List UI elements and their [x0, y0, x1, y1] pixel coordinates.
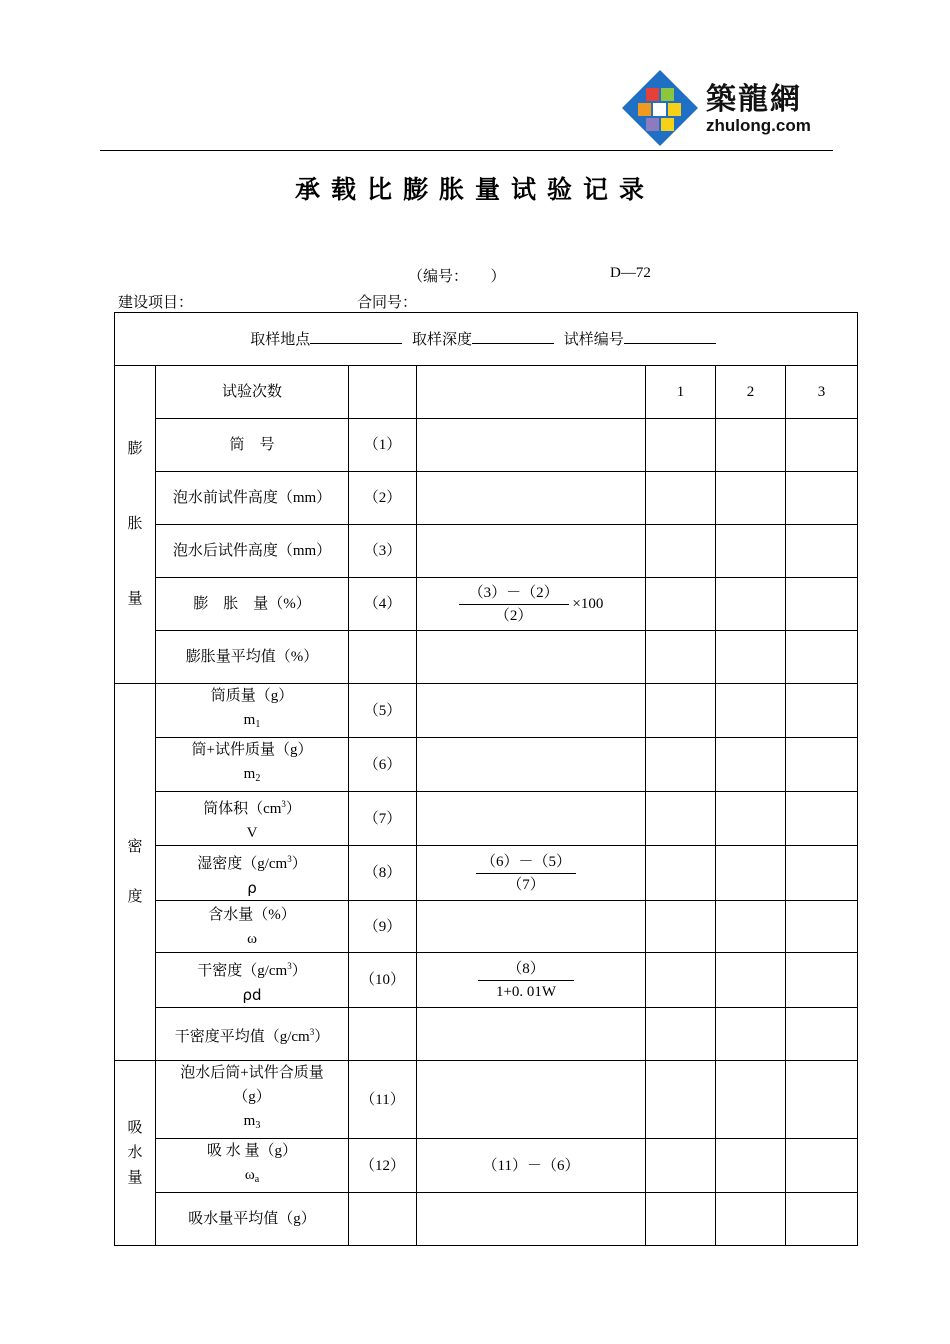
trial-col-1: 1	[646, 366, 716, 419]
row-symbol: V	[246, 825, 258, 841]
sample-number-field[interactable]	[624, 327, 716, 344]
formula-cell	[417, 525, 646, 578]
row-name	[156, 1008, 349, 1061]
row-code	[349, 1193, 417, 1246]
row-symbol	[156, 1163, 348, 1192]
row-symbol	[156, 1109, 348, 1138]
value-cell[interactable]	[716, 419, 786, 472]
value-cell[interactable]	[716, 1008, 786, 1061]
value-cell[interactable]	[786, 578, 858, 631]
table-row	[115, 684, 858, 738]
table-row	[115, 1193, 858, 1246]
table-row	[115, 846, 858, 901]
value-cell[interactable]	[646, 846, 716, 901]
table-row	[115, 578, 858, 631]
number-label: （编号： ）	[408, 269, 506, 285]
formula-cell	[417, 684, 646, 738]
row-code: （4）	[349, 578, 417, 631]
table-row	[115, 472, 858, 525]
header-rule	[100, 150, 833, 151]
sample-depth-label: 取样深度	[412, 331, 473, 348]
value-cell[interactable]	[646, 419, 716, 472]
doc-code: D—72	[610, 265, 651, 281]
formula-cell	[417, 578, 646, 631]
name-part: 筒体积（cm	[203, 801, 282, 817]
symbol-subscript: 2	[255, 773, 261, 784]
name-part: ）	[291, 962, 307, 979]
section-label-density	[115, 684, 156, 1061]
value-cell[interactable]	[786, 792, 858, 846]
row-name-text	[156, 954, 348, 983]
value-cell[interactable]	[786, 901, 858, 953]
section-char: 胀	[127, 516, 143, 532]
fraction-numerator: （3）－（2）	[459, 582, 569, 605]
value-cell[interactable]	[786, 419, 858, 472]
section-char: 水	[127, 1144, 143, 1161]
section-label-absorb	[115, 1061, 156, 1246]
row-name	[156, 792, 349, 846]
multiplier: ×100	[572, 595, 604, 612]
formula-cell	[417, 366, 646, 419]
fraction-denominator: （7）	[507, 876, 545, 893]
trial-row	[115, 366, 858, 419]
table-row	[115, 1061, 858, 1139]
value-cell[interactable]	[646, 631, 716, 684]
value-cell[interactable]	[716, 684, 786, 738]
row-name-text: 筒质量（g）	[210, 688, 294, 704]
value-cell[interactable]	[646, 1193, 716, 1246]
fraction-numerator: （8）	[478, 958, 574, 981]
value-cell[interactable]	[646, 1061, 716, 1139]
logo-text-cn: 築龍網	[706, 82, 802, 117]
contract-label: 合同号：	[357, 295, 418, 311]
row-name: 膨 胀 量（%）	[156, 578, 349, 631]
row-name: 筒 号	[156, 419, 349, 472]
page-title: 承载比膨胀量试验记录	[294, 175, 655, 204]
formula-cell	[417, 953, 646, 1008]
value-cell[interactable]	[786, 738, 858, 792]
test-record-table	[114, 312, 858, 1246]
row-name	[156, 684, 349, 738]
section-char: 膨	[127, 441, 143, 457]
value-cell[interactable]	[716, 525, 786, 578]
name-part: ）	[314, 1028, 330, 1045]
value-cell[interactable]	[786, 1193, 858, 1246]
row-symbol	[156, 708, 348, 737]
symbol-text: m	[243, 1113, 256, 1129]
value-cell[interactable]	[646, 1139, 716, 1193]
table-row	[115, 901, 858, 953]
row-symbol	[156, 762, 348, 791]
value-cell[interactable]	[716, 1193, 786, 1246]
section-label-swell	[115, 366, 156, 684]
sample-location-label: 取样地点	[250, 331, 311, 348]
row-symbol: ρd	[242, 985, 262, 1004]
name-part: 干密度（g/cm	[197, 962, 288, 979]
value-cell[interactable]	[716, 901, 786, 953]
row-name-text	[156, 792, 348, 821]
sample-depth-field[interactable]	[472, 327, 554, 344]
formula-cell	[417, 901, 646, 953]
row-code: （9）	[349, 901, 417, 953]
table-row	[115, 1008, 858, 1061]
symbol-text: m	[243, 712, 256, 728]
table-row	[115, 419, 858, 472]
code-cell	[349, 366, 417, 419]
row-name-text: 吸 水 量（g）	[206, 1143, 297, 1159]
project-label: 建设项目：	[118, 295, 194, 311]
value-cell[interactable]	[786, 684, 858, 738]
value-cell[interactable]	[646, 1008, 716, 1061]
row-name-text	[156, 847, 348, 876]
row-name-text: 泡水后筒+试件合质量	[180, 1065, 324, 1081]
value-cell[interactable]	[786, 525, 858, 578]
sample-location-field[interactable]	[310, 327, 402, 344]
section-char: 吸	[127, 1119, 143, 1136]
row-name: 泡水后试件高度（mm）	[156, 525, 349, 578]
value-cell[interactable]	[716, 578, 786, 631]
value-cell[interactable]	[646, 901, 716, 953]
value-cell[interactable]	[646, 738, 716, 792]
value-cell[interactable]	[786, 1139, 858, 1193]
formula-cell	[417, 846, 646, 901]
value-cell[interactable]	[786, 1008, 858, 1061]
row-name-text: 筒+试件质量（g）	[191, 742, 313, 758]
name-part: ）	[291, 855, 307, 872]
value-cell[interactable]	[716, 1139, 786, 1193]
row-code: （7）	[349, 792, 417, 846]
row-code: （12）	[349, 1139, 417, 1193]
section-char: 量	[127, 591, 143, 607]
row-code: （5）	[349, 684, 417, 738]
name-superscript: 3	[281, 799, 286, 809]
row-code: （6）	[349, 738, 417, 792]
name-superscript: 3	[287, 853, 292, 864]
value-cell[interactable]	[786, 631, 858, 684]
row-code: （11）	[349, 1061, 417, 1139]
sample-number-label: 试样编号	[563, 331, 624, 348]
symbol-text: ω	[244, 1167, 255, 1183]
row-name-text: （g）	[233, 1089, 271, 1105]
table-row	[115, 1139, 858, 1193]
value-cell[interactable]	[786, 953, 858, 1008]
row-code: （2）	[349, 472, 417, 525]
formula-cell: （11）－（6）	[417, 1139, 646, 1193]
formula-cell	[417, 1061, 646, 1139]
sample-info-row	[115, 313, 858, 366]
section-char: 量	[127, 1169, 143, 1186]
section-char: 密	[127, 839, 143, 855]
name-superscript: 3	[287, 960, 292, 971]
table-row	[115, 631, 858, 684]
table-row	[115, 953, 858, 1008]
formula-cell	[417, 631, 646, 684]
fraction-numerator: （6）－（5）	[476, 851, 576, 874]
table-row	[115, 525, 858, 578]
value-cell[interactable]	[716, 953, 786, 1008]
symbol-text: m	[243, 766, 256, 782]
row-code: （3）	[349, 525, 417, 578]
fraction-denominator: 1+0. 01W	[495, 983, 557, 1000]
table-row	[115, 738, 858, 792]
row-name: 膨胀量平均值（%）	[156, 631, 349, 684]
formula-cell	[417, 1193, 646, 1246]
logo-text-en: zhulong.com	[706, 116, 811, 135]
trial-label: 试验次数	[156, 366, 349, 419]
value-cell[interactable]	[716, 1061, 786, 1139]
formula-cell	[417, 472, 646, 525]
name-superscript: 3	[309, 1026, 315, 1037]
row-symbol: ω	[247, 930, 257, 947]
row-code: （10）	[349, 953, 417, 1008]
fraction	[478, 958, 574, 1003]
logo-cube-icon	[620, 68, 700, 148]
row-name	[156, 846, 349, 901]
row-name	[156, 1139, 349, 1193]
value-cell[interactable]	[646, 792, 716, 846]
value-cell[interactable]	[646, 472, 716, 525]
symbol-subscript: 1	[255, 719, 261, 730]
trial-col-3: 3	[786, 366, 858, 419]
row-symbol: ρ	[247, 878, 257, 897]
row-name: 吸水量平均值（g）	[156, 1193, 349, 1246]
value-cell[interactable]	[786, 846, 858, 901]
formula-cell	[417, 792, 646, 846]
value-cell[interactable]	[786, 472, 858, 525]
row-code	[349, 1008, 417, 1061]
value-cell[interactable]	[646, 578, 716, 631]
row-code: （8）	[349, 846, 417, 901]
zhulong-logo	[620, 68, 840, 148]
fraction	[476, 851, 576, 896]
value-cell[interactable]	[716, 846, 786, 901]
row-name	[156, 901, 349, 953]
row-name	[156, 738, 349, 792]
table-row	[115, 792, 858, 846]
section-char: 度	[127, 889, 143, 905]
row-name-text: 含水量（%）	[208, 906, 296, 923]
row-code: （1）	[349, 419, 417, 472]
value-cell[interactable]	[646, 525, 716, 578]
symbol-subscript: a	[254, 1174, 260, 1185]
value-cell[interactable]	[646, 953, 716, 1008]
value-cell[interactable]	[646, 684, 716, 738]
value-cell[interactable]	[716, 631, 786, 684]
name-part: ）	[285, 801, 301, 817]
row-code	[349, 631, 417, 684]
value-cell[interactable]	[716, 472, 786, 525]
row-name: 泡水前试件高度（mm）	[156, 472, 349, 525]
row-name	[156, 1061, 349, 1139]
formula-cell	[417, 419, 646, 472]
symbol-subscript: 3	[255, 1120, 261, 1131]
row-name	[156, 953, 349, 1008]
value-cell[interactable]	[716, 738, 786, 792]
value-cell[interactable]	[716, 792, 786, 846]
value-cell[interactable]	[786, 1061, 858, 1139]
formula-cell	[417, 1008, 646, 1061]
name-part: 湿密度（g/cm	[197, 855, 288, 872]
fraction	[459, 582, 569, 627]
fraction-denominator: （2）	[494, 607, 533, 624]
formula-cell	[417, 738, 646, 792]
trial-col-2: 2	[716, 366, 786, 419]
name-part: 干密度平均值（g/cm	[174, 1028, 310, 1045]
